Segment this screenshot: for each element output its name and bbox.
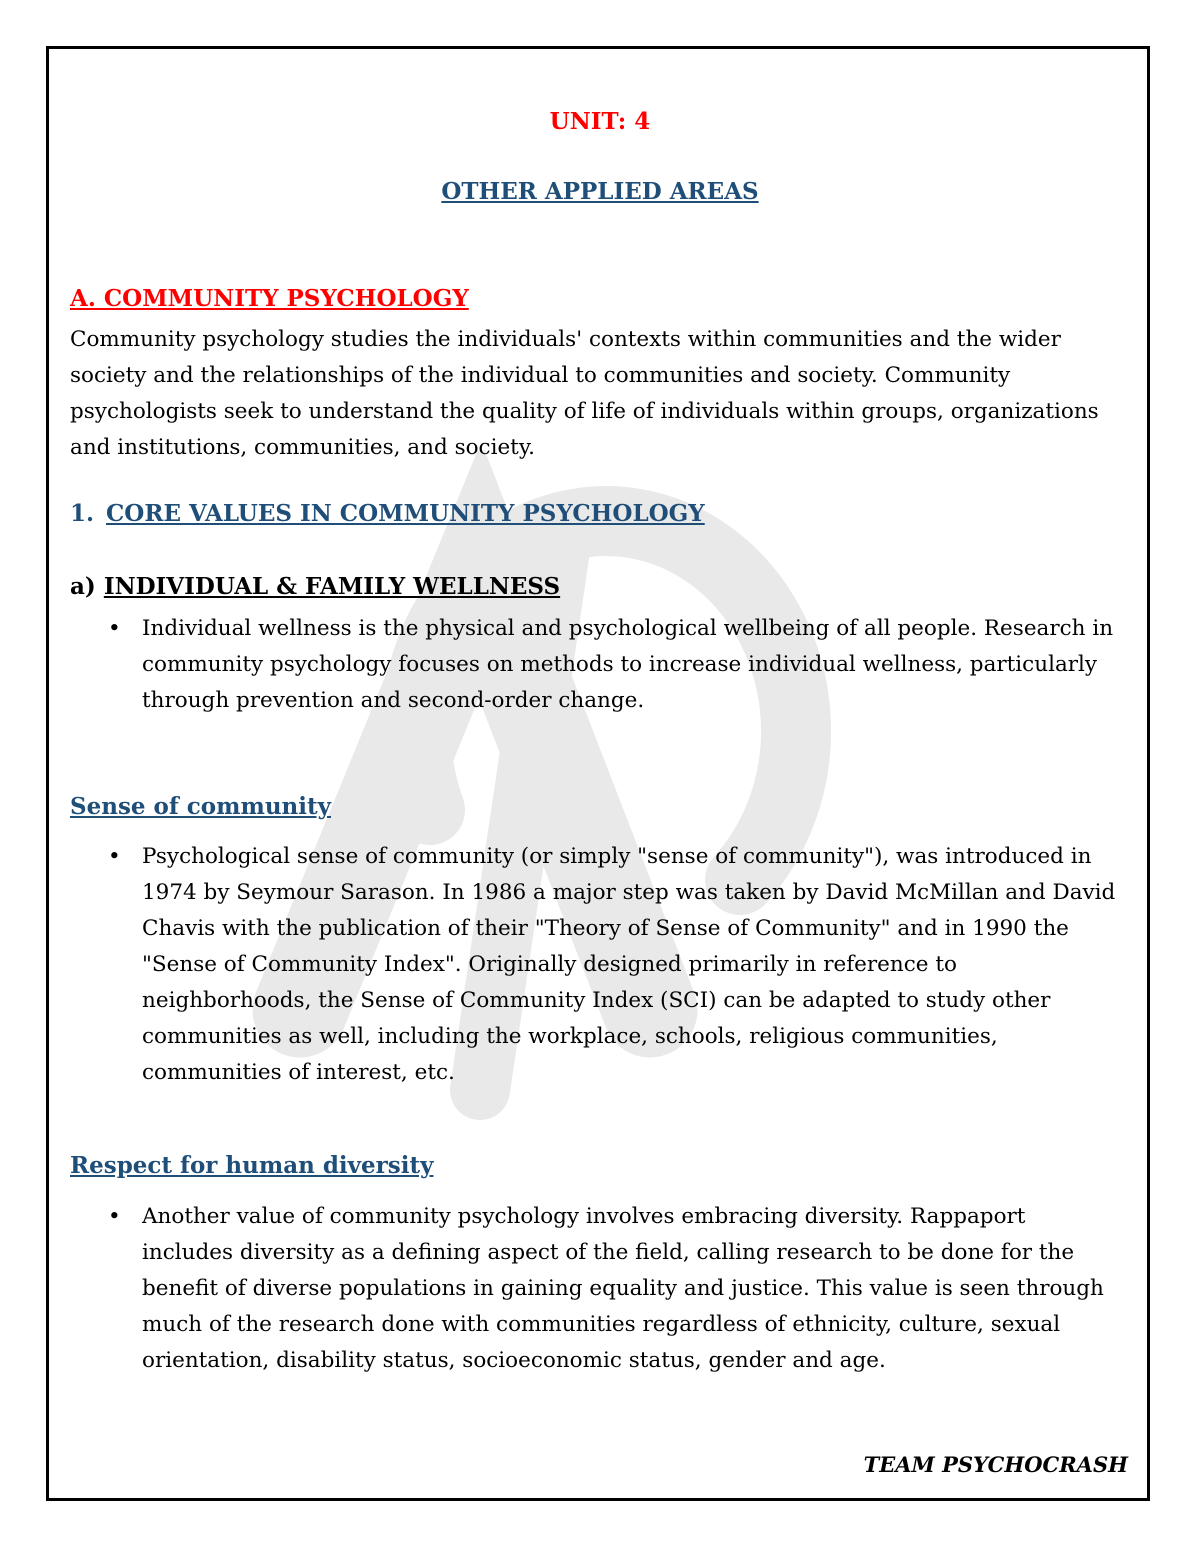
bullet-icon: •	[108, 844, 121, 869]
wellness-bullet-list	[70, 611, 1122, 719]
subsection-label: a)	[70, 573, 96, 600]
core-values-heading	[70, 500, 705, 527]
sense-bullet-list	[70, 839, 1122, 1091]
footer-team-name: TEAM PSYCHOCRASH	[863, 1452, 1128, 1477]
diversity-bullet-list	[70, 1199, 1122, 1379]
subsection-title: INDIVIDUAL & FAMILY WELLNESS	[103, 573, 561, 600]
subsection-individual-wellness	[70, 573, 560, 600]
list-item	[70, 1199, 1122, 1379]
bullet-icon: •	[108, 1204, 121, 1229]
section-heading-community-psychology: A. COMMUNITY PSYCHOLOGY	[70, 285, 469, 312]
core-values-title: CORE VALUES IN COMMUNITY PSYCHOLOGY	[106, 500, 705, 527]
sense-of-community-heading: Sense of community	[70, 793, 331, 820]
list-item-text: Psychological sense of community (or simply "sense of community"), was introduced in 1974 by Seymour Sarason. In 1986 a major step was taken by David McMillan and David Chavis with the publication of their "Theory of Sense of Community" and in 1990 the "Sense of Community Index". Originally designed primarily in reference to neighborhoods, the Sense of Community Index (SCI) can be adapted to study other communities as well, including the workplace, schools, religious communities, communities of interest, etc.	[142, 844, 1116, 1085]
list-item	[70, 611, 1122, 719]
unit-title: UNIT: 4	[549, 108, 651, 135]
intro-paragraph: Community psychology studies the individuals' contexts within communities and the wider society and the relationships of the individual to communities and society. Community psychologists seek to understand the quality of life of individuals within groups, organizations and institutions, communities, and society.	[70, 327, 1099, 460]
list-item	[70, 839, 1122, 1091]
list-item-text: Individual wellness is the physical and psychological wellbeing of all people. Research in community psychology focuses on methods to increase individual wellness, particularly through prevention and second-order change.	[142, 616, 1114, 713]
respect-diversity-heading: Respect for human diversity	[70, 1152, 434, 1179]
subtitle: OTHER APPLIED AREAS	[441, 178, 759, 205]
list-item-text: Another value of community psychology involves embracing diversity. Rappaport includes diversity as a defining aspect of the field, calling research to be done for the benefit of diverse populations in gaining equality and justice. This value is seen through much of the research done with communities regardless of ethnicity, culture, sexual orientation, disability status, socioeconomic status, gender and age.	[142, 1204, 1104, 1373]
bullet-icon: •	[108, 616, 121, 641]
core-values-number: 1.	[70, 500, 95, 527]
